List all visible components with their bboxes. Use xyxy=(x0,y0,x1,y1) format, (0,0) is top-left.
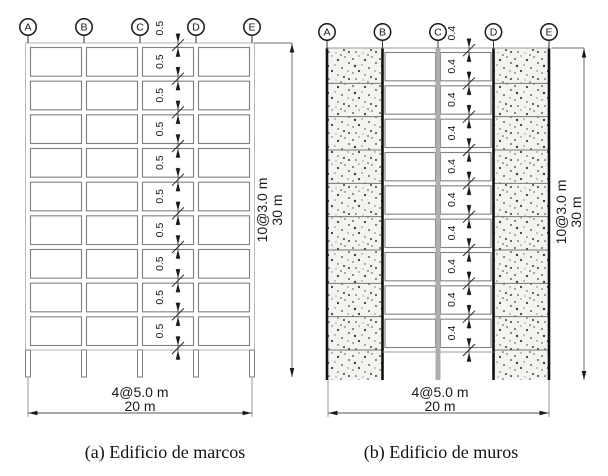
beam-depth-label: 0.4 xyxy=(446,159,458,174)
frame-cell xyxy=(143,48,194,77)
arrowhead xyxy=(243,411,252,416)
frame-cell xyxy=(199,48,250,77)
frame-cell xyxy=(143,81,194,110)
beam-depth-label: 0.4 xyxy=(446,192,458,207)
frame-cell xyxy=(199,81,250,110)
frame-cell xyxy=(385,86,436,114)
beam-depth-label: 0.5 xyxy=(154,222,166,238)
beam-depth-label: 0.5 xyxy=(154,155,166,170)
beam-depth-label: 0.5 xyxy=(154,323,166,339)
bays-dim-label: 4@5.0 m xyxy=(411,384,469,400)
beam-depth-label: 0.4 xyxy=(446,125,458,141)
frame-cell xyxy=(87,250,138,279)
frame-cell xyxy=(199,317,250,346)
width-total-label: 20 m xyxy=(124,398,156,414)
grid-bubble-label: B xyxy=(378,26,387,39)
frame-cell xyxy=(31,317,82,346)
beam-depth-label: 0.4 xyxy=(446,259,458,274)
frame-cell xyxy=(31,48,82,77)
beam-depth-label: 0.4 xyxy=(446,59,458,74)
beam-depth-label: 0.5 xyxy=(154,20,166,36)
arrowhead xyxy=(290,368,295,377)
grid-bubble-label: D xyxy=(489,26,498,39)
frame-cell xyxy=(385,53,436,81)
beam-depth-label: 0.5 xyxy=(154,256,166,271)
grid-bubble-label: A xyxy=(24,21,32,34)
frame-cell xyxy=(31,216,82,245)
arrowhead xyxy=(540,411,549,416)
frame-cell xyxy=(199,216,250,245)
frame-cell xyxy=(199,149,250,178)
grid-bubble-label: B xyxy=(80,21,88,34)
frame-cell xyxy=(385,286,436,314)
frame-cell xyxy=(31,182,82,211)
frame-cell xyxy=(87,81,138,110)
ground-column xyxy=(26,350,31,377)
frame-cell xyxy=(199,283,250,312)
width-total-label: 20 m xyxy=(424,398,456,414)
beam-depth-label: 0.5 xyxy=(154,290,166,305)
beam-depth-arrow xyxy=(176,34,181,43)
arrowhead xyxy=(582,371,587,380)
beam-depth-label: 0.5 xyxy=(154,54,166,69)
frame-building-diagram xyxy=(20,19,295,417)
frame-cell xyxy=(31,81,82,110)
beam-depth-arrow xyxy=(467,39,472,48)
beam-depth-label: 0.4 xyxy=(446,25,458,41)
frame-cell xyxy=(87,216,138,245)
grid-bubble-label: C xyxy=(434,26,442,39)
grid-bubble-label: E xyxy=(248,21,256,34)
wall-building-diagram xyxy=(319,24,587,417)
frame-cell xyxy=(143,115,194,144)
beam-depth-label: 0.5 xyxy=(154,189,166,204)
frame-cell xyxy=(31,250,82,279)
frame-cell xyxy=(87,283,138,312)
frame-cell xyxy=(31,283,82,312)
wall-panel xyxy=(327,48,383,380)
frame-cell xyxy=(143,182,194,211)
beam-depth-arrow xyxy=(467,353,472,362)
frame-cell xyxy=(385,153,436,181)
frame-cell xyxy=(385,186,436,214)
arrowhead xyxy=(329,411,338,416)
arrowhead xyxy=(29,411,38,416)
frame-cell xyxy=(87,149,138,178)
stories-dim-label: 10@3.0 m xyxy=(553,179,569,245)
frame-cell xyxy=(199,182,250,211)
frame-cell xyxy=(385,119,436,147)
frame-cell xyxy=(87,317,138,346)
frame-cell xyxy=(385,219,436,247)
frame-cell xyxy=(385,319,436,347)
frame-cell xyxy=(87,115,138,144)
ground-column xyxy=(82,350,87,377)
stories-dim-label: 10@3.0 m xyxy=(254,177,270,243)
frame-cell xyxy=(87,48,138,77)
frame-cell xyxy=(199,250,250,279)
frame-cell xyxy=(143,250,194,279)
grid-bubble-label: A xyxy=(323,26,331,39)
frame-cell xyxy=(143,216,194,245)
grid-bubble-label: C xyxy=(136,21,144,34)
frame-cell xyxy=(31,149,82,178)
frame-cell xyxy=(385,253,436,281)
arrowhead xyxy=(582,49,587,58)
height-total-label: 30 m xyxy=(269,194,285,226)
caption-wall-building: (b) Edificio de muros xyxy=(363,442,519,462)
ground-column xyxy=(138,350,143,377)
frame-cell xyxy=(143,317,194,346)
grid-bubble-label: E xyxy=(545,26,553,39)
beam-depth-label: 0.4 xyxy=(446,292,458,307)
beam-depth-arrow xyxy=(176,351,181,360)
ground-column xyxy=(194,350,199,377)
central-column xyxy=(436,48,441,380)
wall-panel xyxy=(494,48,550,380)
arrowhead xyxy=(290,44,295,53)
beam-depth-label: 0.5 xyxy=(154,121,166,137)
beam-depth-label: 0.4 xyxy=(446,225,458,241)
frame-cell xyxy=(31,115,82,144)
caption-frame-building: (a) Edificio de marcos xyxy=(84,442,246,462)
grid-bubble-label: D xyxy=(192,21,200,34)
frame-cell xyxy=(143,283,194,312)
beam-depth-label: 0.4 xyxy=(446,92,458,107)
bays-dim-label: 4@5.0 m xyxy=(111,384,169,400)
frame-cell xyxy=(87,182,138,211)
ground-column xyxy=(250,350,255,377)
frame-cell xyxy=(199,115,250,144)
height-total-label: 30 m xyxy=(568,196,584,228)
beam-depth-label: 0.5 xyxy=(154,88,166,103)
frame-cell xyxy=(143,149,194,178)
beam-depth-label: 0.4 xyxy=(446,325,458,341)
